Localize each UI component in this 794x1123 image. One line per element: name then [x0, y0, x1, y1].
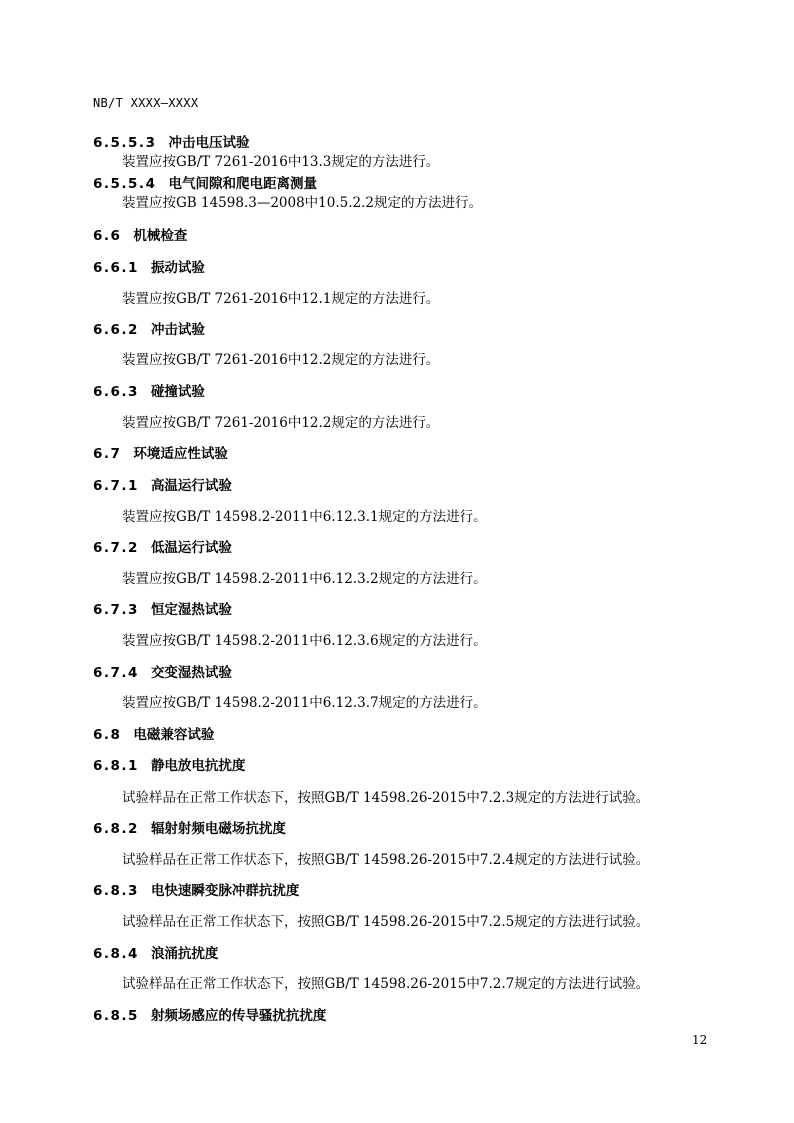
body-paragraph: 装置应按GB/T 14598.2-2011中6.12.3.2规定的方法进行。 — [122, 571, 487, 587]
section-title: 高温运行试验 — [150, 478, 232, 494]
page-header-standard: NB/T XXXX—XXXX — [93, 96, 199, 110]
section-title: 交变湿热试验 — [150, 665, 232, 681]
section-number: 6.7.2 — [93, 540, 139, 556]
section-heading — [93, 754, 245, 774]
section-heading — [93, 536, 232, 556]
section-heading — [93, 942, 218, 962]
page-number: 12 — [692, 1033, 708, 1047]
body-paragraph: 试验样品在正常工作状态下，按照GB/T 14598.26-2015中7.2.3规定的方法进行试验。 — [122, 790, 650, 806]
section-title: 辐射射频电磁场抗扰度 — [150, 821, 286, 837]
body-paragraph: 装置应按GB/T 7261-2016中12.2规定的方法进行。 — [122, 415, 440, 431]
section-title: 振动试验 — [150, 260, 205, 276]
body-paragraph: 试验样品在正常工作状态下，按照GB/T 14598.26-2015中7.2.5规定的方法进行试验。 — [122, 914, 650, 930]
section-heading — [93, 879, 299, 899]
body-paragraph: 试验样品在正常工作状态下，按照GB/T 14598.26-2015中7.2.7规定的方法进行试验。 — [122, 976, 650, 992]
section-heading — [93, 474, 232, 494]
section-number: 6.5.5.4 — [93, 176, 157, 192]
section-heading — [93, 661, 232, 681]
section-number: 6.8.5 — [93, 1008, 139, 1024]
section-title: 射频场感应的传导骚扰抗扰度 — [150, 1008, 327, 1024]
section-title: 电磁兼容试验 — [133, 727, 215, 743]
body-paragraph: 装置应按GB/T 7261-2016中12.2规定的方法进行。 — [122, 352, 440, 368]
section-heading — [93, 172, 317, 192]
body-paragraph: 装置应按GB 14598.3—2008中10.5.2.2规定的方法进行。 — [122, 195, 482, 211]
section-title: 电气间隙和爬电距离测量 — [168, 176, 317, 192]
section-number: 6.8 — [93, 727, 122, 743]
body-paragraph: 装置应按GB/T 14598.2-2011中6.12.3.6规定的方法进行。 — [122, 633, 487, 649]
body-paragraph: 装置应按GB/T 14598.2-2011中6.12.3.7规定的方法进行。 — [122, 695, 487, 711]
body-paragraph: 试验样品在正常工作状态下，按照GB/T 14598.26-2015中7.2.4规定的方法进行试验。 — [122, 852, 650, 868]
section-number: 6.8.4 — [93, 946, 139, 962]
section-heading — [93, 318, 205, 338]
body-paragraph: 装置应按GB/T 14598.2-2011中6.12.3.1规定的方法进行。 — [122, 509, 487, 525]
section-number: 6.7 — [93, 446, 122, 462]
section-heading — [93, 442, 228, 462]
section-heading — [93, 598, 232, 618]
section-title: 浪涌抗扰度 — [150, 946, 219, 962]
body-paragraph: 装置应按GB/T 7261-2016中13.3规定的方法进行。 — [122, 154, 440, 170]
section-number: 6.7.4 — [93, 665, 139, 681]
section-number: 6.6.1 — [93, 260, 139, 276]
section-number: 6.5.5.3 — [93, 135, 157, 151]
section-title: 恒定湿热试验 — [150, 602, 232, 618]
section-heading — [93, 817, 286, 837]
section-title: 静电放电抗扰度 — [150, 758, 246, 774]
section-title: 冲击电压试验 — [168, 135, 250, 151]
section-number: 6.8.2 — [93, 821, 139, 837]
section-number: 6.7.1 — [93, 478, 139, 494]
section-heading — [93, 723, 214, 743]
section-title: 低温运行试验 — [150, 540, 232, 556]
section-number: 6.6 — [93, 228, 122, 244]
section-title: 环境适应性试验 — [133, 446, 228, 462]
section-title: 冲击试验 — [150, 322, 205, 338]
section-number: 6.7.3 — [93, 602, 139, 618]
section-title: 机械检查 — [133, 228, 188, 244]
section-heading — [93, 1004, 326, 1024]
section-heading — [93, 256, 205, 276]
section-number: 6.6.3 — [93, 384, 139, 400]
section-number: 6.8.1 — [93, 758, 139, 774]
section-title: 电快速瞬变脉冲群抗扰度 — [150, 883, 300, 899]
section-number: 6.8.3 — [93, 883, 139, 899]
section-number: 6.6.2 — [93, 322, 139, 338]
section-heading — [93, 224, 187, 244]
body-paragraph: 装置应按GB/T 7261-2016中12.1规定的方法进行。 — [122, 291, 440, 307]
section-heading — [93, 380, 205, 400]
section-heading — [93, 131, 249, 151]
section-title: 碰撞试验 — [150, 384, 205, 400]
